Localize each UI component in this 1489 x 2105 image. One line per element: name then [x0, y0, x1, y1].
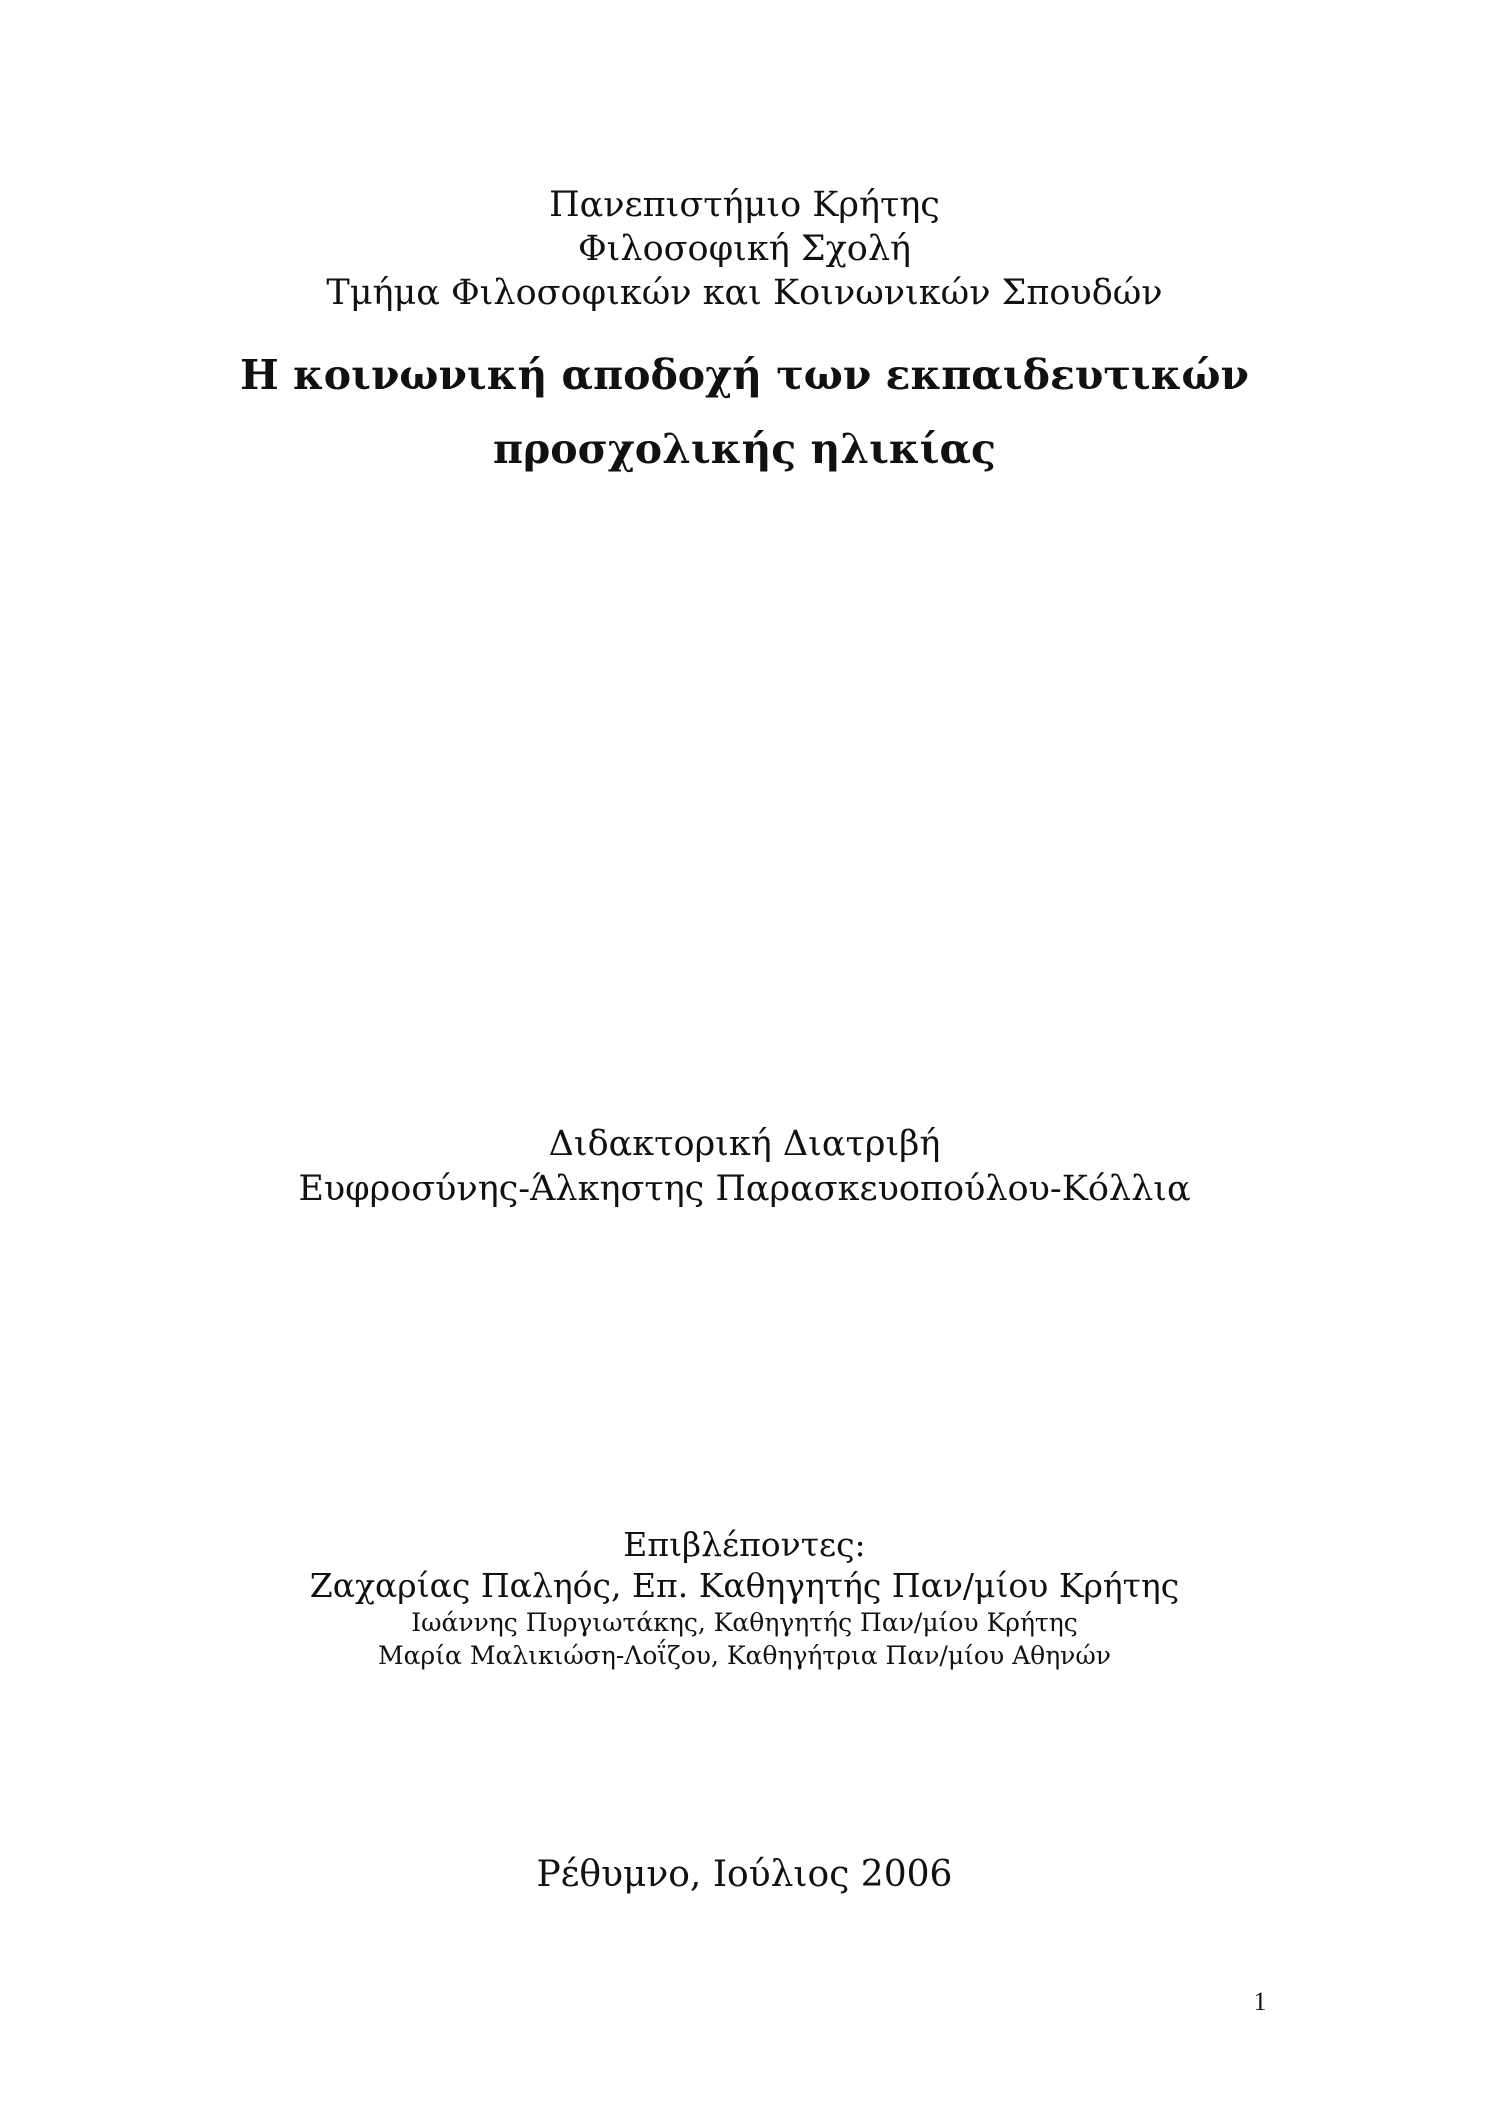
thesis-author: Ευφροσύνης-Άλκηστης Παρασκευοπούλου-Κόλλια — [298, 1169, 1191, 1209]
place-date-text: Ρέθυμνο, Ιούλιος 2006 — [536, 1854, 953, 1895]
school-name: Φιλοσοφική Σχολή — [577, 229, 911, 269]
supervisors-section — [0, 1525, 1489, 1672]
supervisors-heading: Επιβλέποντες: — [623, 1525, 866, 1564]
title-line-1: Η κοινωνική αποδοχή των εκπαιδευτικών — [240, 351, 1249, 399]
thesis-info — [0, 1122, 1489, 1212]
university-name: Πανεπιστήμιο Κρήτης — [549, 185, 940, 225]
supervisor-member: Ιωάννης Πυργιωτάκης, Καθηγητής Παν/μίου Κρήτης — [411, 1608, 1078, 1637]
title-line-2: προσχολικής ηλικίας — [492, 425, 996, 473]
supervisor-member: Μαρία Μαλικιώση-Λοΐζου, Καθηγήτρια Παν/μίου Αθηνών — [378, 1641, 1111, 1670]
thesis-title — [0, 338, 1489, 486]
supervisor-primary: Ζαχαρίας Παληός, Επ. Καθηγητής Παν/μίου Κρήτης — [309, 1566, 1180, 1605]
page-number: 1 — [1253, 1987, 1267, 2016]
institution-header — [0, 183, 1489, 315]
department-name: Τμήμα Φιλοσοφικών και Κοινωνικών Σπουδών — [326, 273, 1163, 313]
place-and-date — [0, 1852, 1489, 1898]
thesis-type: Διδακτορική Διατριβή — [548, 1124, 941, 1164]
